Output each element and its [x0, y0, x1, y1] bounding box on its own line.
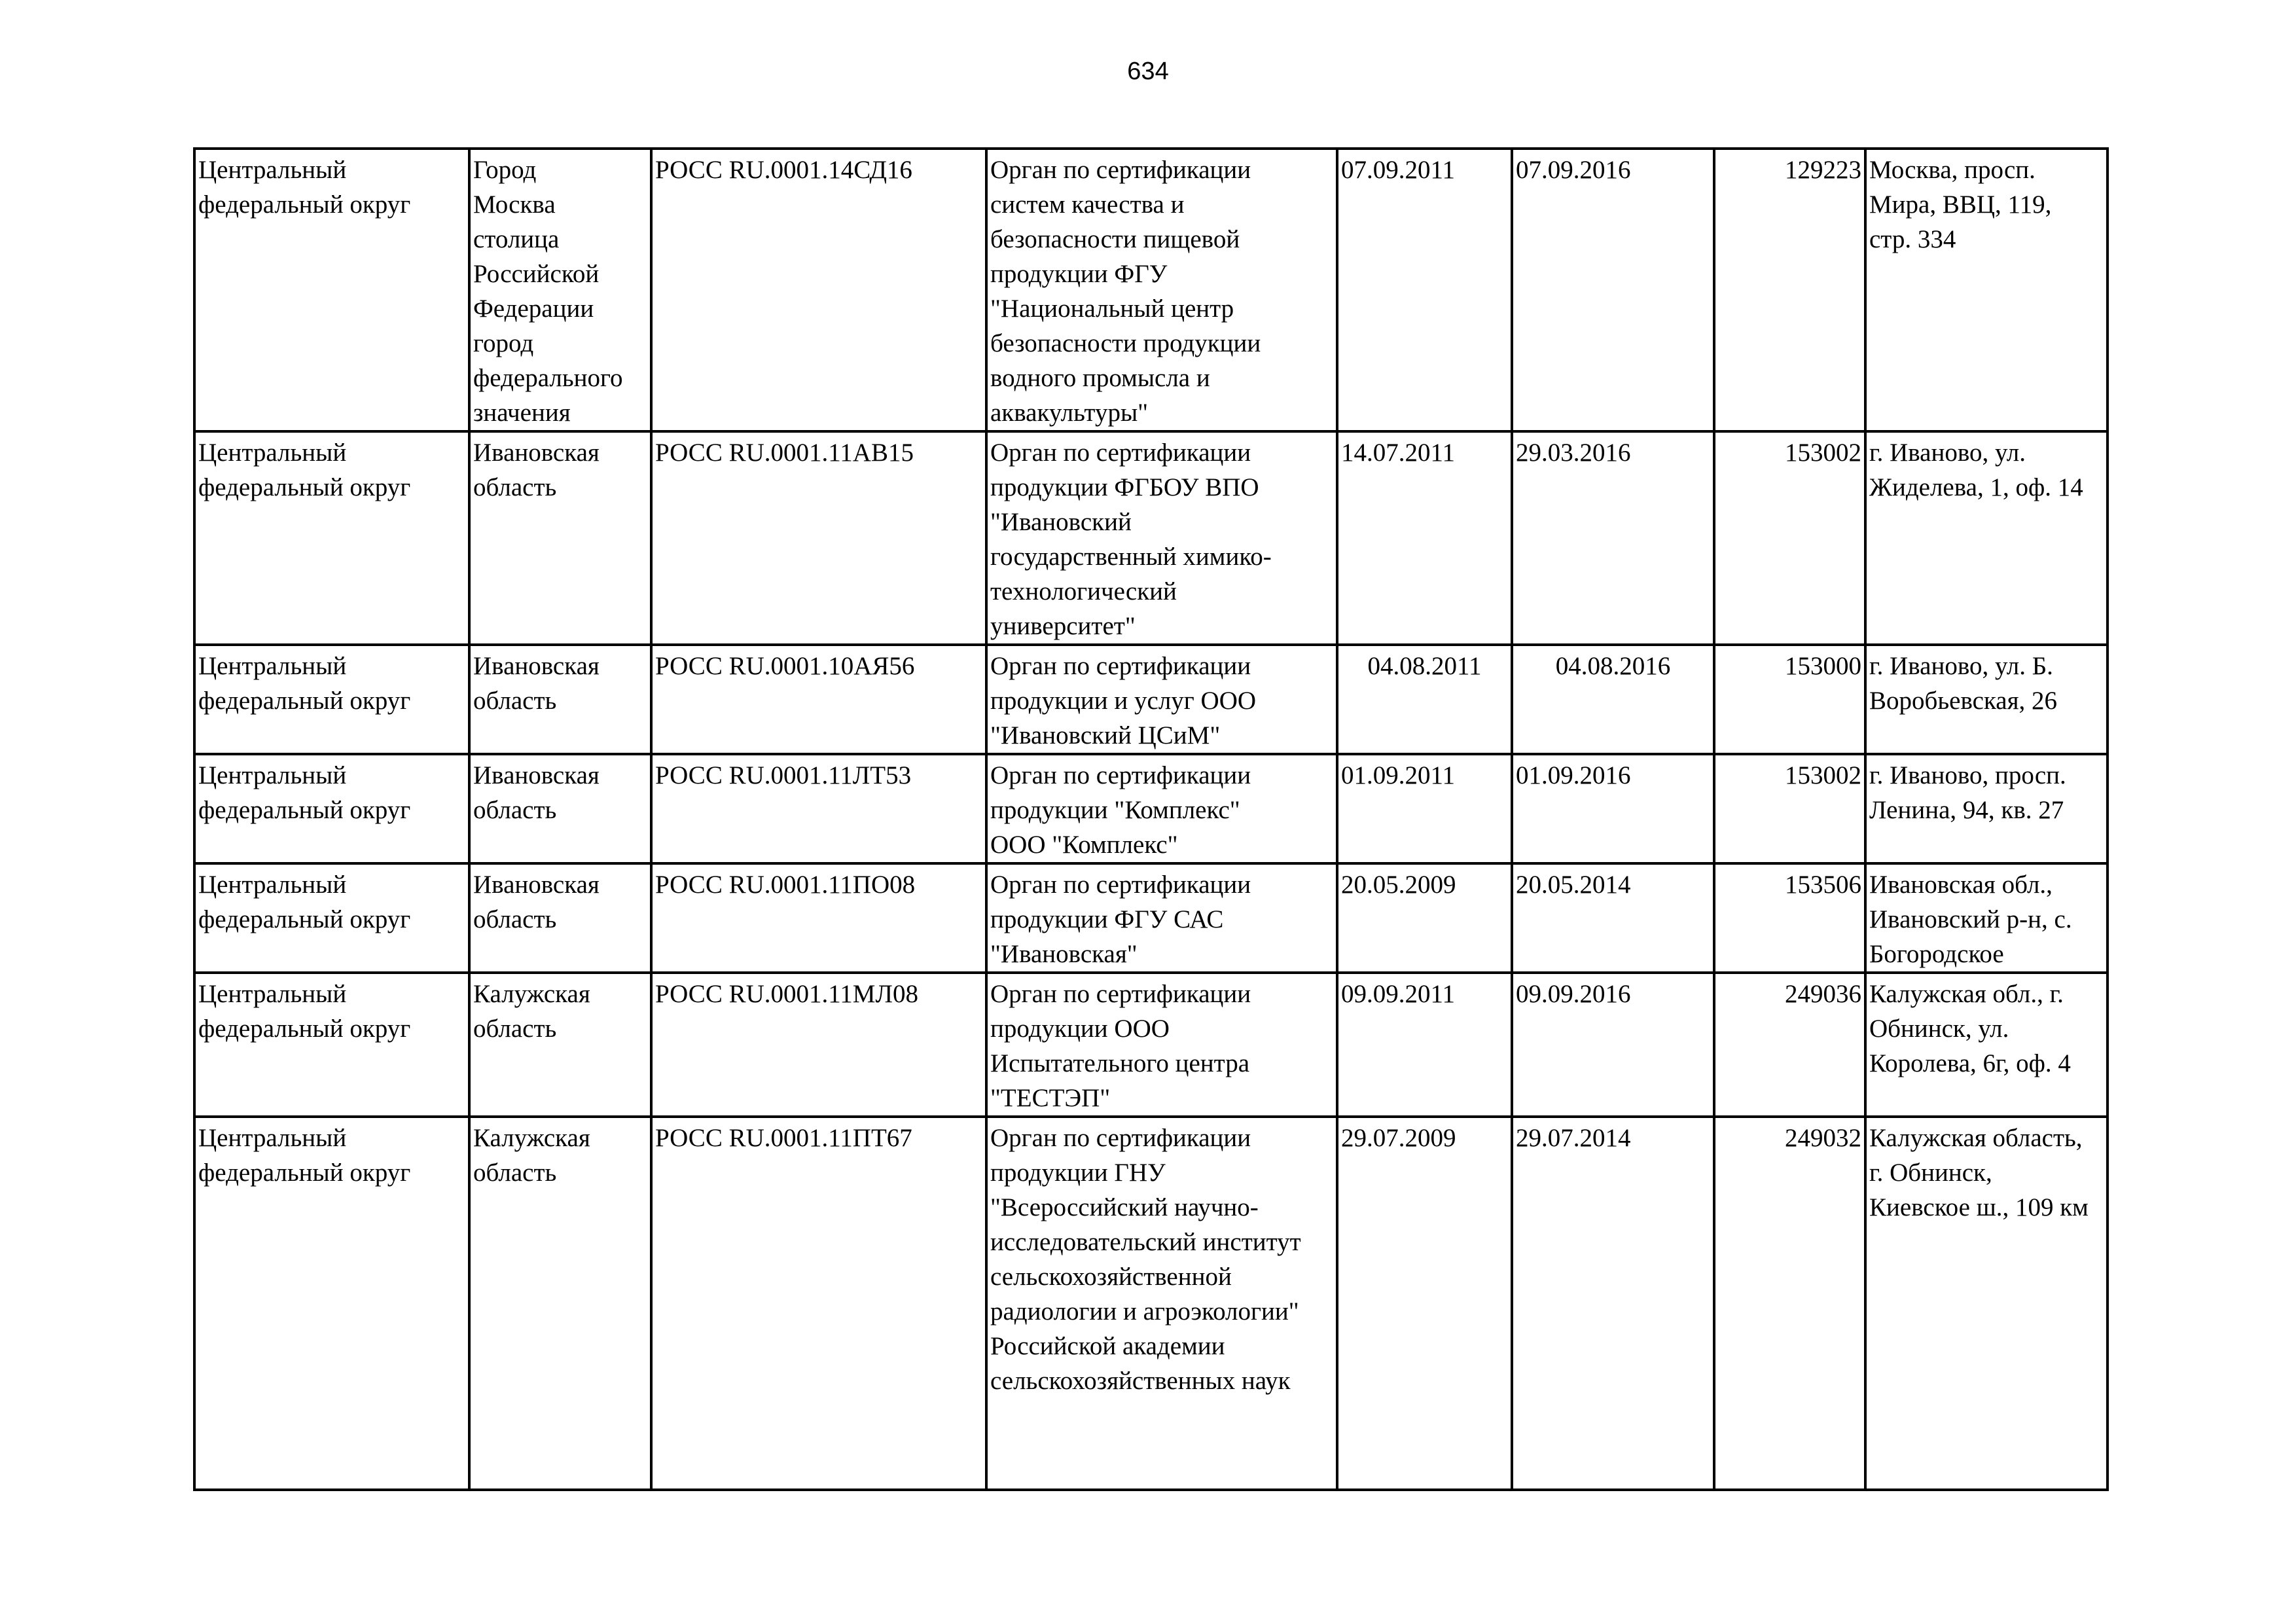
district-cell: Центральный федеральный округ	[194, 973, 469, 1117]
date-to-cell: 01.09.2016	[1512, 754, 1714, 863]
certification-body-cell: Орган по сертификации продукции ООО Испытательного центра "ТЕСТЭП"	[986, 973, 1337, 1117]
region-cell: Калужская область	[469, 1117, 651, 1490]
page-number: 634	[1127, 58, 1169, 85]
postcode-cell: 153002	[1714, 754, 1865, 863]
certificate-number-cell: РОСС RU.0001.11ПО08	[651, 863, 986, 973]
address-cell: Москва, просп. Мира, ВВЦ, 119, стр. 334	[1865, 149, 2108, 431]
certification-bodies-table	[193, 147, 2109, 1491]
date-from-cell: 07.09.2011	[1337, 149, 1512, 431]
date-to-cell: 07.09.2016	[1512, 149, 1714, 431]
table-row	[194, 431, 2108, 645]
region-cell: Ивановская область	[469, 431, 651, 645]
address-cell: г. Иваново, ул. Жиделева, 1, оф. 14	[1865, 431, 2108, 645]
region-cell: Ивановская область	[469, 863, 651, 973]
certification-body-cell: Орган по сертификации продукции ФГБОУ ВПО "Ивановский государственный химико- технологический университет"	[986, 431, 1337, 645]
certificate-number-cell: РОСС RU.0001.11ПТ67	[651, 1117, 986, 1490]
district-cell: Центральный федеральный округ	[194, 1117, 469, 1490]
postcode-cell: 129223	[1714, 149, 1865, 431]
certification-body-cell: Орган по сертификации продукции ГНУ "Всероссийский научно- исследовательский институт сельскохозяйственной радиологии и агроэкологии" Российской академии сельскохозяйственных наук	[986, 1117, 1337, 1490]
address-cell: Калужская обл., г. Обнинск, ул. Королева, 6г, оф. 4	[1865, 973, 2108, 1117]
region-cell: Калужская область	[469, 973, 651, 1117]
table-row	[194, 754, 2108, 863]
district-cell: Центральный федеральный округ	[194, 431, 469, 645]
table-row	[194, 645, 2108, 754]
table-row	[194, 973, 2108, 1117]
district-cell: Центральный федеральный округ	[194, 645, 469, 754]
certificate-number-cell: РОСС RU.0001.11МЛ08	[651, 973, 986, 1117]
region-cell: Ивановская область	[469, 645, 651, 754]
address-cell: г. Иваново, ул. Б. Воробьевская, 26	[1865, 645, 2108, 754]
date-to-cell: 29.07.2014	[1512, 1117, 1714, 1490]
date-to-cell: 29.03.2016	[1512, 431, 1714, 645]
certification-body-cell: Орган по сертификации продукции ФГУ САС "Ивановская"	[986, 863, 1337, 973]
certificate-number-cell: РОСС RU.0001.10АЯ56	[651, 645, 986, 754]
postcode-cell: 249036	[1714, 973, 1865, 1117]
date-to-cell: 04.08.2016	[1512, 645, 1714, 754]
postcode-cell: 249032	[1714, 1117, 1865, 1490]
address-cell: Калужская область, г. Обнинск, Киевское ш., 109 км	[1865, 1117, 2108, 1490]
certification-body-cell: Орган по сертификации продукции и услуг ООО "Ивановский ЦСиМ"	[986, 645, 1337, 754]
certificate-number-cell: РОСС RU.0001.14СД16	[651, 149, 986, 431]
certificate-number-cell: РОСС RU.0001.11ЛТ53	[651, 754, 986, 863]
district-cell: Центральный федеральный округ	[194, 863, 469, 973]
date-to-cell: 20.05.2014	[1512, 863, 1714, 973]
date-from-cell: 20.05.2009	[1337, 863, 1512, 973]
address-cell: г. Иваново, просп. Ленина, 94, кв. 27	[1865, 754, 2108, 863]
postcode-cell: 153002	[1714, 431, 1865, 645]
table-row	[194, 863, 2108, 973]
certification-body-cell: Орган по сертификации продукции "Комплекс" ООО "Комплекс"	[986, 754, 1337, 863]
certification-body-cell: Орган по сертификации систем качества и безопасности пищевой продукции ФГУ "Национальный центр безопасности продукции водного промысла и аквакультуры"	[986, 149, 1337, 431]
table-row	[194, 149, 2108, 431]
table-row	[194, 1117, 2108, 1490]
certificate-number-cell: РОСС RU.0001.11АВ15	[651, 431, 986, 645]
postcode-cell: 153506	[1714, 863, 1865, 973]
date-from-cell: 29.07.2009	[1337, 1117, 1512, 1490]
district-cell: Центральный федеральный округ	[194, 754, 469, 863]
date-from-cell: 09.09.2011	[1337, 973, 1512, 1117]
date-from-cell: 14.07.2011	[1337, 431, 1512, 645]
region-cell: Ивановская область	[469, 754, 651, 863]
date-from-cell: 04.08.2011	[1337, 645, 1512, 754]
region-cell: Город Москва столица Российской Федерации город федерального значения	[469, 149, 651, 431]
date-to-cell: 09.09.2016	[1512, 973, 1714, 1117]
postcode-cell: 153000	[1714, 645, 1865, 754]
address-cell: Ивановская обл., Ивановский р-н, с. Богородское	[1865, 863, 2108, 973]
district-cell: Центральный федеральный округ	[194, 149, 469, 431]
date-from-cell: 01.09.2011	[1337, 754, 1512, 863]
